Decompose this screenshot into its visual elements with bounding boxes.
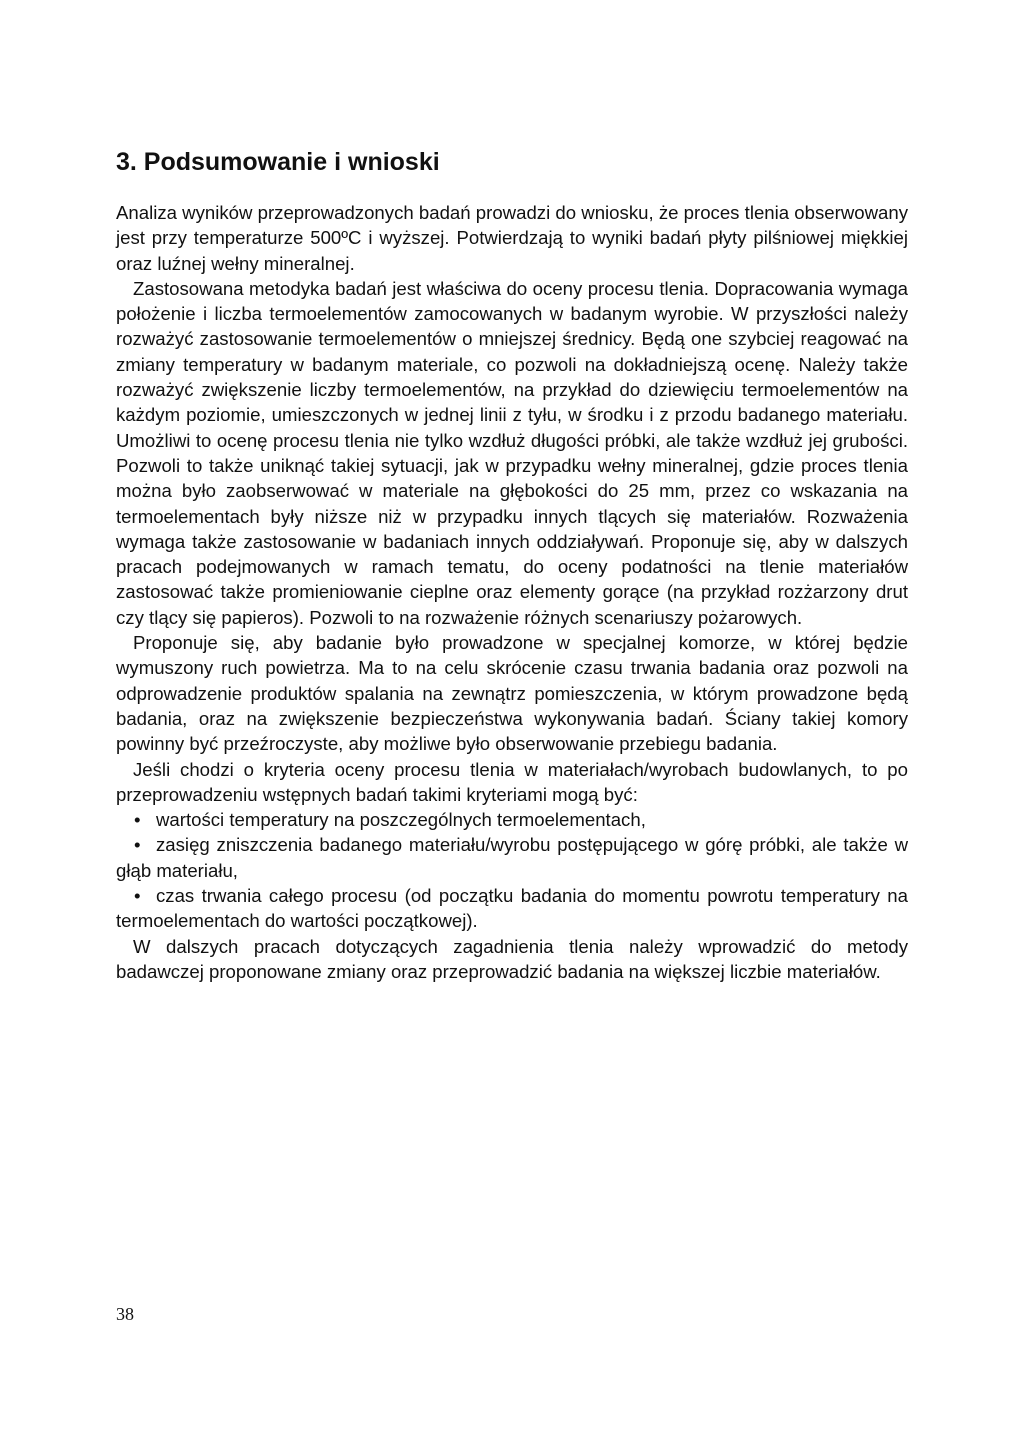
list-item	[116, 883, 908, 934]
paragraph-intro: Analiza wyników przeprowadzonych badań prowadzi do wniosku, że proces tlenia obserwowany jest przy temperaturze 500ºC i wyższej. Potwierdzają to wyniki badań płyty pilśniowej miękkiej oraz luźnej wełny mineralnej.	[116, 202, 908, 274]
list-item-text: czas trwania całego procesu (od początku badania do momentu powrotu temperatury na termoelementach do wartości początkowej).	[116, 885, 908, 932]
bullet-icon: •	[134, 809, 141, 831]
list-item-text: zasięg zniszczenia badanego materiału/wyrobu postępującego w górę próbki, ale także w głąb materiału,	[116, 834, 908, 881]
bullet-icon: •	[134, 885, 141, 907]
list-item	[116, 807, 908, 832]
criteria-list	[116, 807, 908, 933]
paragraph-closing: W dalszych pracach dotyczących zagadnienia tlenia należy wprowadzić do metody badawczej proponowane zmiany oraz przeprowadzić badania na większej liczbie materiałów.	[116, 935, 908, 982]
list-item	[116, 832, 908, 883]
section-heading: 3. Podsumowanie i wnioski	[116, 148, 440, 176]
bullet-icon: •	[134, 834, 141, 856]
paragraph-methodology: Zastosowana metodyka badań jest właściwa do oceny procesu tlenia. Dopracowania wymaga położenie i liczba termoelementów zamocowanych w badanym wyrobie. W przyszłości należy rozważyć zastosowanie termoelementów o mniejszej średnicy. Będą one szybciej reagować na zmiany temperatury w badanym materiale, co pozwoli na dokładniejszą ocenę. Należy także rozważyć zwiększenie liczby termoelementów, na przykład do dziewięciu termoelementów na każdym poziomie, umieszczonych w jednej linii z tyłu, w środku i z przodu badanego materiału. Umożliwi to ocenę procesu tlenia nie tylko wzdłuż długości próbki, ale także wzdłuż jej grubości. Pozwoli to także uniknąć takiej sytuacji, jak w przypadku wełny mineralnej, gdzie proces tlenia można było zaobserwować w materiale na głębokości do 25 mm, przez co wskazania na termoelementach były niższe niż w przypadku innych tlących się materiałów. Rozważenia wymaga także zastosowanie w badaniach innych oddziaływań. Proponuje się, aby w dalszych pracach podejmowanych w ramach tematu, do oceny podatności na tlenie materiałów zastosować także promieniowanie cieplne oraz elementy gorące (na przykład rozżarzony drut czy tlący się papieros). Pozwoli to na rozważenie różnych scenariuszy pożarowych.	[116, 277, 908, 628]
paragraph-criteria: Jeśli chodzi o kryteria oceny procesu tlenia w materiałach/wyrobach budowlanych, to po przeprowadzeniu wstępnych badań takimi kryteriami mogą być:	[116, 758, 908, 805]
body-text	[116, 200, 908, 984]
paragraph-chamber: Proponuje się, aby badanie było prowadzone w specjalnej komorze, w której będzie wymuszony ruch powietrza. Ma to na celu skrócenie czasu trwania badania oraz pozwoli na odprowadzenie produktów spalania na zewnątrz pomieszczenia, w którym prowadzone będą badania, oraz na zwiększenie bezpieczeństwa wykonywania badań. Ściany takiej komory powinny być przeźroczyste, aby możliwe było obserwowanie przebiegu badania.	[116, 632, 908, 755]
page-number: 38	[116, 1304, 134, 1324]
list-item-text: wartości temperatury na poszczególnych termoelementach,	[156, 809, 646, 831]
